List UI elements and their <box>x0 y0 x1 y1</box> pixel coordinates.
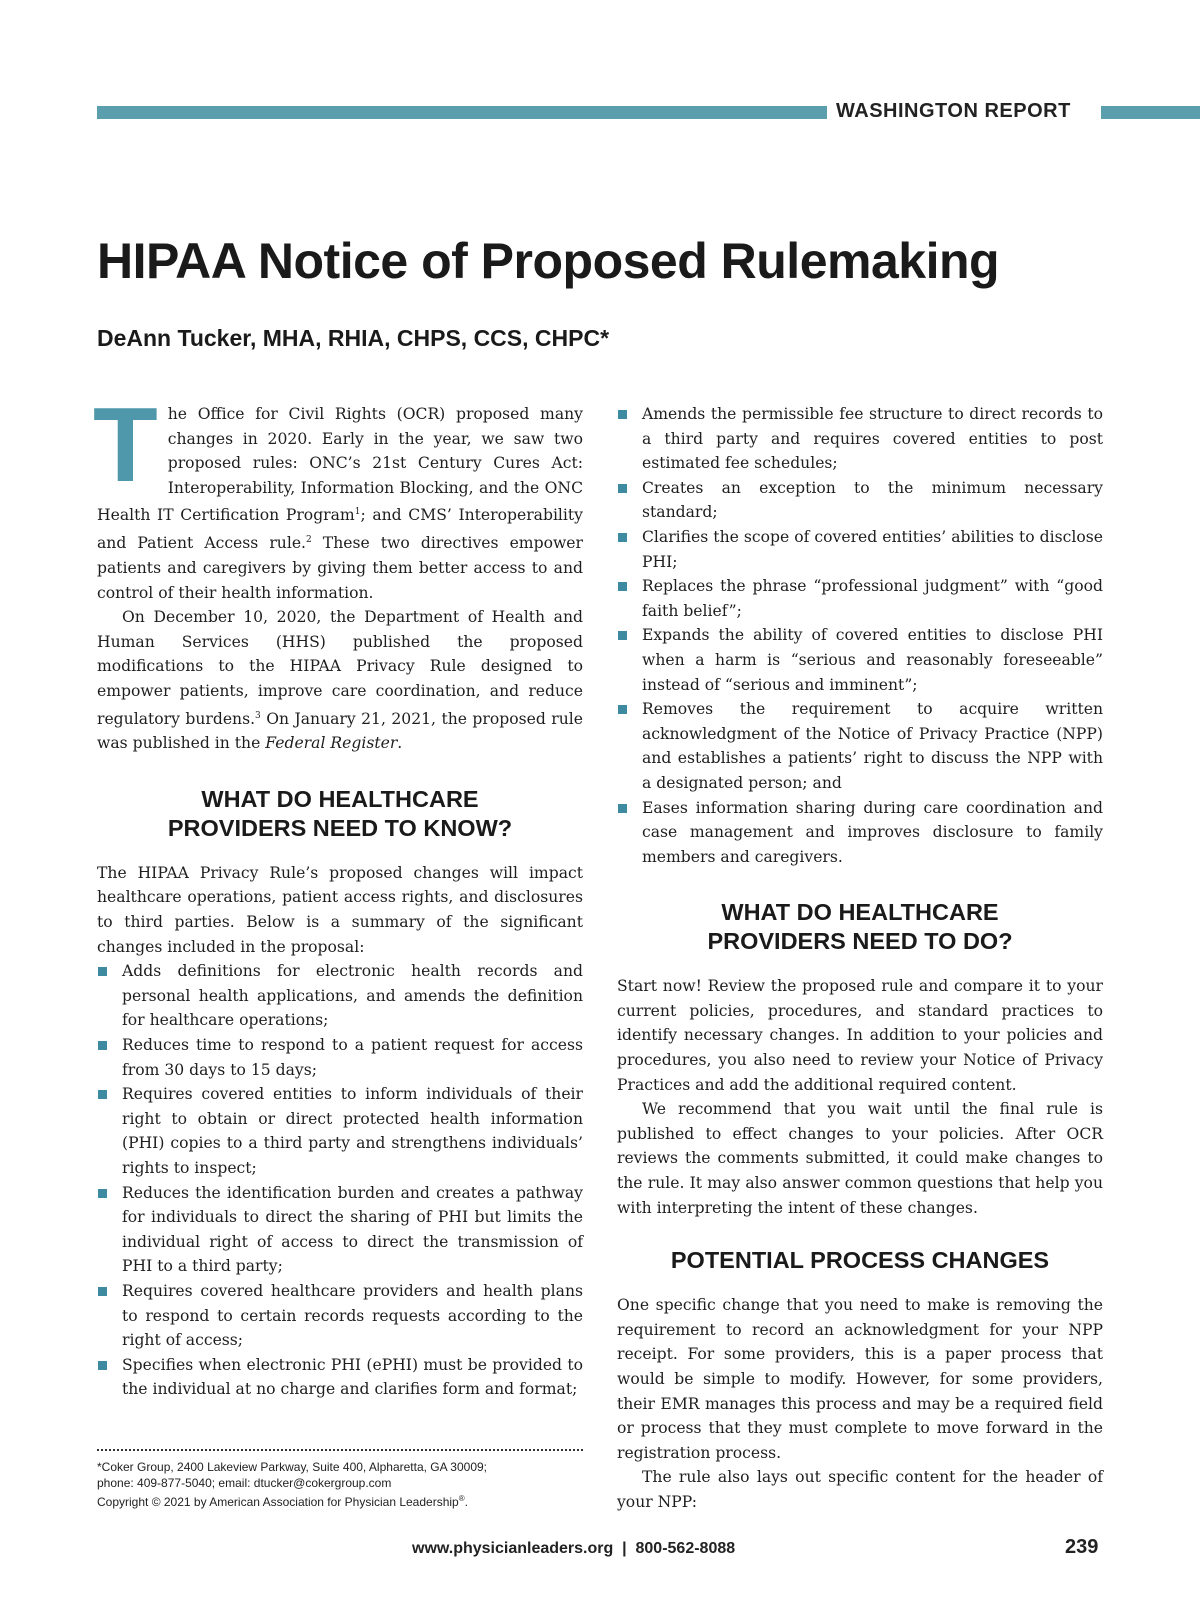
intro-text-2-end: . <box>397 734 403 753</box>
intro-text-1b: ; and CMS’ Interoperability and Patient Access rule. <box>97 506 583 553</box>
intro-paragraph-1 <box>93 386 583 605</box>
footnote-divider <box>97 1449 583 1451</box>
do-paragraph-1: Start now! Review the proposed rule and compare it to your current policies, procedures, and standard practices to identify necessary changes. In addition to your policies and procedures, you also need to review your Notice of Privacy Practices and add the additional required content. <box>617 977 1103 1094</box>
right-column <box>617 402 1103 1515</box>
heading-need-to-know <box>97 785 583 843</box>
list-item: Adds definitions for electronic health records and personal health applications, and amends the definition for healthcare operations; <box>97 959 583 1033</box>
know-intro-paragraph: The HIPAA Privacy Rule’s proposed changes will impact healthcare operations, patient access rights, and disclosures to third parties. Below is a summary of the significant changes included in the proposal: <box>97 863 583 956</box>
heading-need-to-do <box>617 898 1103 956</box>
list-item: Requires covered entities to inform individuals of their right to obtain or direct protected health information (PHI) copies to a third party and strengthens individuals’ rights to inspect; <box>97 1082 583 1180</box>
square-bullet-icon <box>618 804 627 813</box>
list-item: Amends the permissible fee structure to direct records to a third party and requires covered entities to post estimated fee schedules; <box>617 402 1103 476</box>
page-number: 239 <box>1065 1536 1099 1558</box>
list-item: Reduces time to respond to a patient request for access from 30 days to 15 days; <box>97 1033 583 1082</box>
process-paragraph-1: One specific change that you need to make is removing the requirement to record an acknowledgment for your NPP receipt. For some providers, this is a paper process that would be simple to modify. However, for some providers, their EMR manages this process and may be a required field or process that they must complete to move forward in the registration process. <box>617 1296 1103 1462</box>
square-bullet-icon <box>98 1090 107 1099</box>
header-band-right <box>1101 106 1200 119</box>
footnote-address: *Coker Group, 2400 Lakeview Parkway, Suite 400, Alpharetta, GA 30009; <box>97 1460 488 1474</box>
square-bullet-icon <box>98 1287 107 1296</box>
heading-need-to-know-line1: WHAT DO HEALTHCARE <box>201 785 479 812</box>
process-paragraph-2: The rule also lays out specific content for the header of your NPP: <box>617 1468 1103 1511</box>
square-bullet-icon <box>618 631 627 640</box>
footer-site-phone: www.physicianleaders.org | 800-562-8088 <box>412 1540 736 1557</box>
intro-text-2a: On December 10, 2020, the Department of Health and Human Services (HHS) published the proposed modifications to the HIPAA Privacy Rule designed to empower patients, improve care coordination, and reduce regulatory burdens. <box>97 608 583 728</box>
intro-text-1a: he Office for Civil Rights (OCR) proposed many changes in 2020. Early in the year, we saw two proposed rules: ONC’s 21st Century Cures Act: Interoperability, Information Blocking, and the ONC Health IT Certification Program <box>97 405 583 525</box>
intro-text-2b: On January 21, 2021, the proposed rule was published in the <box>97 709 583 753</box>
square-bullet-icon <box>98 1361 107 1370</box>
list-item: Expands the ability of covered entities to disclose PHI when a harm is “serious and reasonably foreseeable” instead of “serious and imminent”; <box>617 623 1103 697</box>
footnote-ref-1: 1 <box>354 507 361 518</box>
list-item: Eases information sharing during care coordination and case management and improves disclosure to family members and caregivers. <box>617 796 1103 870</box>
square-bullet-icon <box>98 967 107 976</box>
left-column <box>93 386 583 1402</box>
footnote-ref-3: 3 <box>255 710 261 721</box>
list-item: Creates an exception to the minimum necessary standard; <box>617 476 1103 525</box>
left-bullet-list <box>97 959 583 1402</box>
list-item: Replaces the phrase “professional judgment” with “good faith belief”; <box>617 574 1103 623</box>
list-item: Specifies when electronic PHI (ePHI) must be provided to the individual at no charge and clarifies form and format; <box>97 1353 583 1402</box>
section-label: WASHINGTON REPORT <box>836 100 1071 122</box>
intro-text-1c: These two directives empower patients and caregivers by giving them better access to and control of their health information. <box>97 534 583 602</box>
right-bullet-list <box>617 402 1103 869</box>
intro-paragraph-2 <box>97 605 583 756</box>
heading-process-changes: POTENTIAL PROCESS CHANGES <box>670 1247 1050 1274</box>
heading-need-to-do-line2: PROVIDERS NEED TO DO? <box>707 928 1013 955</box>
footnote-contact: phone: 409-877-5040; email: dtucker@cokergroup.com <box>97 1476 392 1490</box>
square-bullet-icon <box>618 582 627 591</box>
footnote-copyright: Copyright © 2021 by American Association for Physician Leadership®. <box>97 1494 468 1509</box>
footnote-ref-2: 2 <box>306 535 312 546</box>
federal-register-italic: Federal Register <box>265 734 398 753</box>
heading-need-to-know-line2: PROVIDERS NEED TO KNOW? <box>167 814 513 841</box>
list-item: Requires covered healthcare providers and health plans to respond to certain records requests according to the right of access; <box>97 1279 583 1353</box>
header-band-left <box>97 106 827 119</box>
square-bullet-icon <box>618 484 627 493</box>
square-bullet-icon <box>618 410 627 419</box>
author-footnote <box>97 1459 583 1510</box>
list-item: Clarifies the scope of covered entities’ abilities to disclose PHI; <box>617 525 1103 574</box>
do-paragraph-2: We recommend that you wait until the final rule is published to effect changes to your policies. After OCR reviews the comments submitted, it could make changes to the rule. It may also answer common questions that help you with interpreting the intent of these changes. <box>617 1100 1103 1217</box>
article-author: DeAnn Tucker, MHA, RHIA, CHPS, CCS, CHPC* <box>97 325 610 351</box>
drop-cap: T <box>93 386 158 504</box>
list-item: Removes the requirement to acquire written acknowledgment of the Notice of Privacy Practice (NPP) and establishes a patients’ right to discuss the NPP with a designated person; and <box>617 697 1103 795</box>
square-bullet-icon <box>98 1041 107 1050</box>
article-title: HIPAA Notice of Proposed Rulemaking <box>97 233 1000 289</box>
heading-need-to-do-line1: WHAT DO HEALTHCARE <box>721 899 999 926</box>
square-bullet-icon <box>618 705 627 714</box>
square-bullet-icon <box>618 533 627 542</box>
square-bullet-icon <box>98 1189 107 1198</box>
list-item: Reduces the identification burden and creates a pathway for individuals to direct the sharing of PHI but limits the individual right of access to direct the transmission of PHI to a third party; <box>97 1181 583 1279</box>
